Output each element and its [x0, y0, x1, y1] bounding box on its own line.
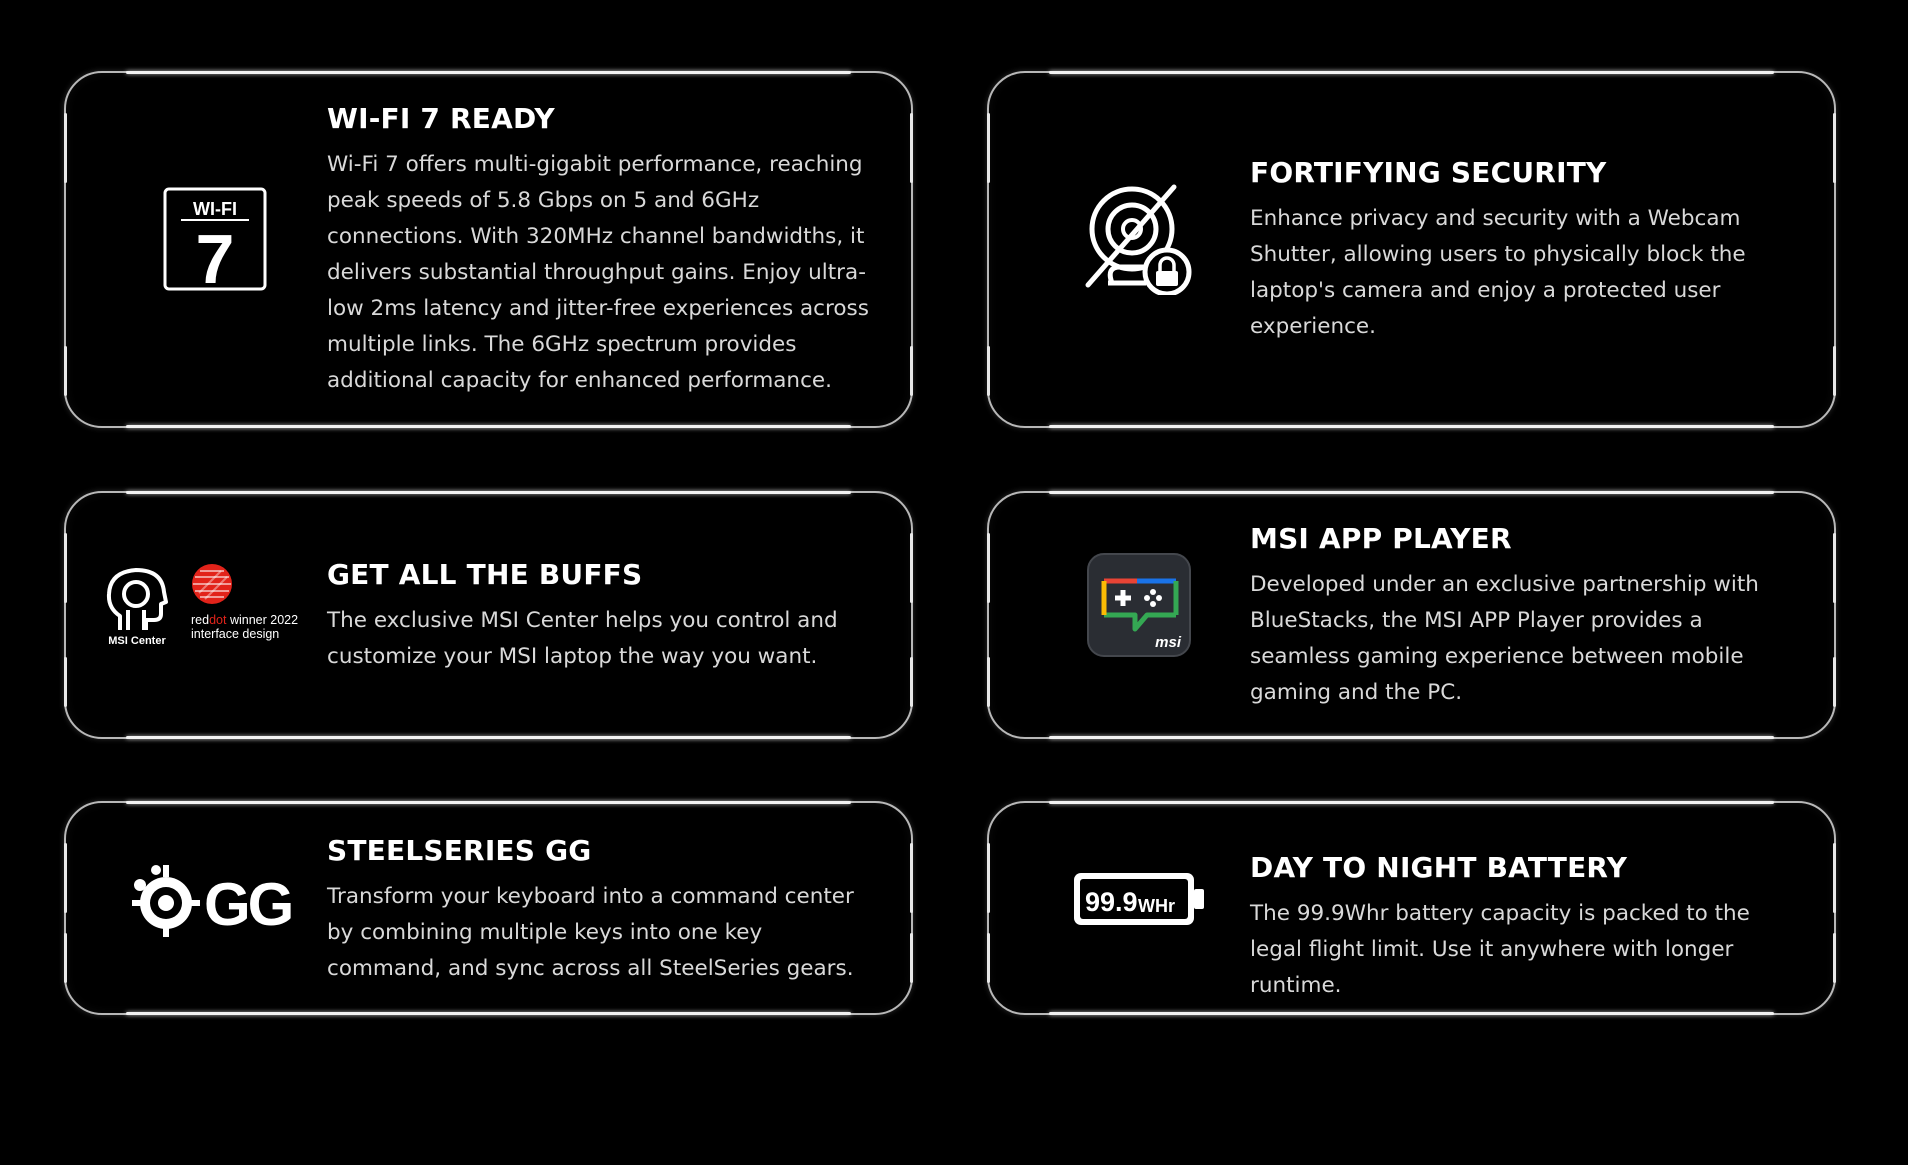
reddot-award-icon	[191, 563, 326, 651]
feature-card-security	[987, 71, 1836, 428]
wifi-7-icon	[163, 187, 267, 291]
steelseries-gg-icon	[126, 861, 306, 941]
reddot-suffix: winner 2022	[226, 613, 299, 627]
feature-description: The exclusive MSI Center helps you control and customize your MSI laptop the way you want.	[327, 608, 838, 669]
feature-card-appplayer	[987, 491, 1836, 739]
feature-card-wifi	[64, 71, 913, 428]
reddot-red: dot	[209, 613, 227, 627]
msi-center-icon	[102, 561, 172, 651]
feature-description: Enhance privacy and security with a Webcam Shutter, allowing users to physically block the laptop's camera and enjoy a protected user experience.	[1250, 206, 1746, 339]
gg-label: GG	[204, 871, 292, 938]
msi-app-player-icon	[1087, 553, 1191, 657]
battery-value: 99.9	[1085, 887, 1138, 917]
feature-title: GET ALL THE BUFFS	[327, 558, 643, 591]
feature-description: The 99.9Whr battery capacity is packed to the legal flight limit. Use it anywhere with longer runtime.	[1250, 901, 1750, 998]
reddot-sub: interface design	[191, 627, 280, 641]
feature-description: Developed under an exclusive partnership with BlueStacks, the MSI APP Player provides a seamless gaming experience between mobile gaming and the PC.	[1250, 572, 1759, 705]
msi-center-label: MSI Center	[108, 634, 166, 647]
reddot-prefix: red	[191, 613, 210, 627]
feature-title: WI-FI 7 READY	[327, 102, 555, 135]
battery-unit: WHr	[1138, 896, 1175, 916]
msi-icon-label: msi	[1155, 634, 1181, 651]
wifi-icon-number: 7	[195, 220, 235, 291]
feature-card-battery	[987, 801, 1836, 1015]
feature-title: MSI APP PLAYER	[1250, 522, 1512, 555]
feature-title: STEELSERIES GG	[327, 834, 592, 867]
feature-description: Wi-Fi 7 offers multi-gigabit performance, reaching peak speeds of 5.8 Gbps on 5 and 6GHz connections. With 320MHz channel bandwidths, it delivers substantial throughput gains. Enjoy ultra-low 2ms latency and jitter-free experiences across multiple links. The 6GHz spectrum provides additional capacity for enhanced performance.	[327, 152, 869, 393]
feature-card-buffs	[64, 491, 913, 739]
battery-icon	[1071, 869, 1207, 929]
wifi-icon-text: WI-FI	[193, 199, 237, 219]
feature-card-steelseries	[64, 801, 913, 1015]
feature-title: DAY TO NIGHT BATTERY	[1250, 851, 1628, 884]
webcam-lock-icon	[1084, 183, 1196, 295]
feature-title: FORTIFYING SECURITY	[1250, 156, 1607, 189]
feature-description: Transform your keyboard into a command center by combining multiple keys into one key command, and sync across all SteelSeries gears.	[327, 884, 854, 981]
